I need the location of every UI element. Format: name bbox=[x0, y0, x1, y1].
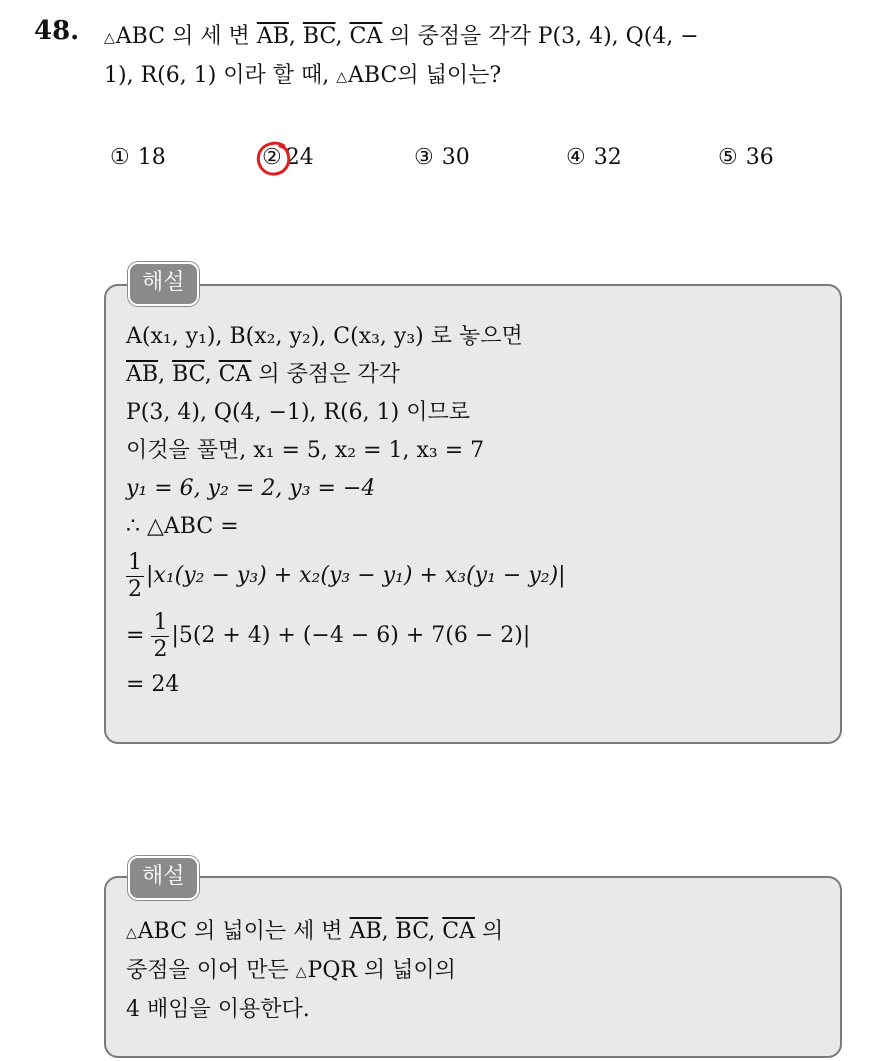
question-number: 48. bbox=[34, 16, 80, 46]
question-text bbox=[104, 18, 864, 96]
answer-choices bbox=[110, 145, 810, 185]
area-formula: |x₁(y₂ − y₃) + x₂(y₃ − y₁) + x₃(y₁ − y₂)| bbox=[146, 563, 566, 588]
solution-label-2: 해설 bbox=[128, 856, 199, 900]
question-part: 의 중점을 각각 P(3, 4), Q(4, − bbox=[382, 24, 699, 49]
solution-text: 의 bbox=[474, 919, 504, 944]
triangle-symbol: △ bbox=[336, 69, 348, 85]
fraction-denominator: 2 bbox=[153, 636, 168, 662]
solution-1-content bbox=[126, 318, 566, 704]
fraction-half bbox=[126, 550, 144, 603]
solution-2-line-2 bbox=[126, 952, 503, 991]
segment-ab: $\overline{AB}$ bbox=[349, 919, 382, 944]
solution-1-line-4: 이것을 풀면, x₁ = 5, x₂ = 1, x₃ = 7 bbox=[126, 438, 485, 463]
segment-bc: $\overline{BC}$ bbox=[172, 362, 205, 387]
question-part: ABC의 넓이는? bbox=[348, 63, 502, 88]
choice-value: 36 bbox=[745, 145, 774, 170]
solution-text: 중점을 이어 만든 bbox=[126, 958, 296, 983]
fraction-denominator: 2 bbox=[128, 576, 142, 602]
solution-text: ABC 의 넓이는 세 변 bbox=[137, 919, 350, 944]
choice-value: 32 bbox=[593, 145, 622, 170]
solution-2-content bbox=[126, 913, 503, 1029]
triangle-symbol: △ bbox=[126, 925, 137, 941]
choice-value: 24 bbox=[285, 145, 314, 170]
equals-sign: = bbox=[126, 623, 152, 648]
solution-text: PQR 의 넓이의 bbox=[307, 958, 456, 983]
separator: , bbox=[158, 362, 173, 387]
area-substitution: |5(2 + 4) + (−4 − 6) + 7(6 − 2)| bbox=[171, 623, 531, 648]
question-part: ABC 의 세 변 bbox=[115, 24, 257, 49]
segment-bc: $\overline{BC}$ bbox=[302, 24, 336, 49]
segment-ab: $\overline{AB}$ bbox=[126, 362, 159, 387]
solution-2-line-3: 4 배임을 이용한다. bbox=[126, 997, 310, 1022]
separator: , bbox=[335, 24, 350, 49]
solution-2-line-1 bbox=[126, 913, 503, 952]
fraction-numerator: 1 bbox=[128, 549, 142, 575]
question-line-1 bbox=[104, 18, 864, 57]
choice-5[interactable] bbox=[718, 145, 774, 170]
segment-ab: $\overline{AB}$ bbox=[256, 24, 289, 49]
choice-1[interactable] bbox=[110, 145, 166, 170]
separator: , bbox=[428, 919, 443, 944]
solution-1-line-7 bbox=[126, 546, 566, 606]
choice-value: 18 bbox=[137, 145, 166, 170]
solution-label-1: 해설 bbox=[128, 262, 199, 306]
choice-mark: ② bbox=[262, 145, 282, 170]
choice-mark: ⑤ bbox=[718, 145, 738, 170]
choice-4[interactable] bbox=[566, 145, 622, 170]
choice-value: 30 bbox=[441, 145, 470, 170]
solution-1-line-2 bbox=[126, 356, 566, 394]
solution-1-line-3: P(3, 4), Q(4, −1), R(6, 1) 이므로 bbox=[126, 400, 470, 425]
segment-ca: $\overline{CA}$ bbox=[442, 919, 475, 944]
fraction-half bbox=[151, 610, 169, 663]
triangle-symbol: △ bbox=[295, 964, 307, 980]
question-part: 1), R(6, 1) 이라 할 때, bbox=[104, 63, 337, 88]
segment-ca: $\overline{CA}$ bbox=[349, 24, 383, 49]
choice-mark: ③ bbox=[414, 145, 434, 170]
separator: , bbox=[204, 362, 219, 387]
choice-3[interactable] bbox=[414, 145, 470, 170]
segment-ca: $\overline{CA}$ bbox=[218, 362, 252, 387]
solution-1-line-9: = 24 bbox=[126, 672, 180, 697]
solution-1-line-8 bbox=[126, 606, 566, 666]
solution-1-line-6: ∴ △ABC = bbox=[126, 514, 239, 539]
choice-mark: ① bbox=[110, 145, 130, 170]
choice-mark: ④ bbox=[566, 145, 586, 170]
fraction-numerator: 1 bbox=[153, 609, 168, 635]
triangle-symbol: △ bbox=[104, 30, 115, 46]
separator: , bbox=[288, 24, 303, 49]
answer-circle-icon bbox=[254, 140, 294, 180]
separator: , bbox=[381, 919, 396, 944]
solution-text: 의 중점은 각각 bbox=[251, 362, 400, 387]
solution-1-line-1: A(x₁, y₁), B(x₂, y₂), C(x₃, y₃) 로 놓으면 bbox=[126, 324, 523, 349]
question-line-2 bbox=[104, 57, 864, 96]
solution-1-line-5: y₁ = 6, y₂ = 2, y₃ = −4 bbox=[126, 476, 376, 501]
segment-bc: $\overline{BC}$ bbox=[395, 919, 429, 944]
